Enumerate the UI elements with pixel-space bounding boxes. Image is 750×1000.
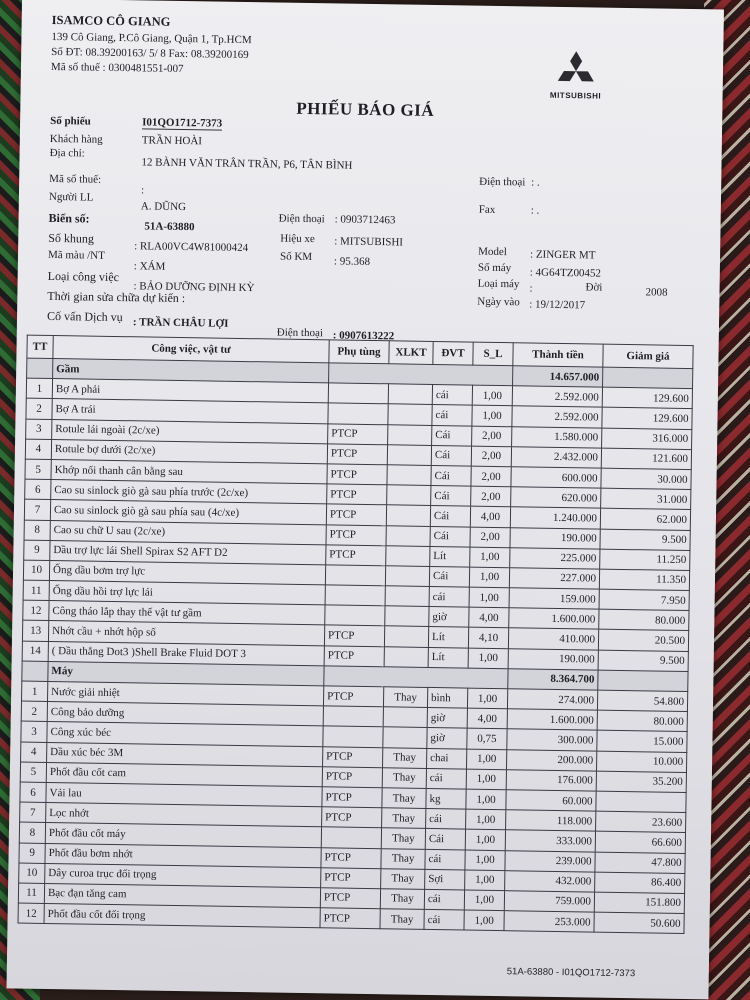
cell-tt: 12 bbox=[18, 903, 44, 924]
group-total: 8.364.700 bbox=[508, 669, 598, 691]
cell-dvt: Cái bbox=[425, 829, 465, 850]
dia-chi-label: Địa chỉ: bbox=[49, 146, 85, 160]
cell-xlkt bbox=[384, 646, 428, 667]
cell-tt: 4 bbox=[21, 742, 47, 763]
cell-giam-gia: 80.000 bbox=[599, 609, 689, 631]
cell-giam-gia: 7.950 bbox=[599, 589, 689, 611]
group-spacer bbox=[329, 363, 513, 386]
cell-thanh-tien: 159.000 bbox=[509, 588, 599, 610]
cell-phu-tung: PTCP bbox=[324, 645, 384, 666]
ma-so-thue-label: Mã số thuế: bbox=[49, 172, 102, 186]
cell-thanh-tien: 1.600.000 bbox=[507, 709, 597, 731]
cell-tt: 5 bbox=[25, 459, 51, 480]
cell-tt: 4 bbox=[25, 439, 51, 460]
cell-phu-tung: PTCP bbox=[326, 524, 386, 545]
group-name: Máy bbox=[48, 661, 324, 686]
cell-dvt: Cái bbox=[430, 526, 470, 547]
cell-cong-viec: Cao su chữ U sau (2c/xe) bbox=[50, 520, 326, 545]
cell-tt: 11 bbox=[18, 883, 44, 904]
cell-xlkt bbox=[388, 424, 432, 445]
cell-thanh-tien: 227.000 bbox=[509, 568, 599, 590]
doi-label: Đời bbox=[585, 281, 603, 294]
cell-phu-tung: PTCP bbox=[327, 484, 387, 505]
cell-phu-tung bbox=[328, 403, 388, 424]
cell-xlkt: Thay bbox=[382, 808, 426, 829]
cell-sl: 1,00 bbox=[466, 789, 506, 810]
cell-giam-gia: 47.800 bbox=[595, 852, 685, 874]
cell-dvt: bình bbox=[427, 687, 467, 708]
cell-xlkt bbox=[385, 586, 429, 607]
cell-tt: 3 bbox=[26, 419, 52, 440]
cell-thanh-tien: 600.000 bbox=[511, 467, 601, 489]
group-spacer bbox=[603, 367, 693, 389]
cell-giam-gia bbox=[596, 791, 686, 813]
col-header-xlkt: XLKT bbox=[389, 341, 433, 365]
cell-cong-viec: Ống dầu bơm trợ lực bbox=[49, 560, 325, 585]
dt-co-van-label: Điện thoại bbox=[276, 326, 324, 340]
cell-tt: 1 bbox=[26, 378, 52, 399]
cell-dvt: cái bbox=[425, 849, 465, 870]
mitsubishi-logo bbox=[540, 51, 611, 114]
cell-sl: 1,00 bbox=[465, 850, 505, 871]
cell-cong-viec: Rotule lái ngoài (2c/xe) bbox=[52, 419, 328, 444]
cell-thanh-tien: 190.000 bbox=[510, 527, 600, 549]
cell-giam-gia: 31.000 bbox=[601, 488, 691, 510]
khach-hang-value: TRẦN HOÀI bbox=[141, 134, 203, 148]
cell-tt: 12 bbox=[23, 600, 49, 621]
cell-dvt: cái bbox=[432, 385, 472, 406]
cell-giam-gia: 30.000 bbox=[601, 468, 691, 490]
cell-phu-tung: PTCP bbox=[320, 908, 380, 929]
dt-nguoi-ll-value: : 0903712463 bbox=[334, 213, 396, 227]
cell-dvt: Cái bbox=[431, 465, 471, 486]
cell-xlkt: Thay bbox=[383, 747, 427, 768]
company-phone: Số ĐT: 08.39200163/ 5/ 8 Fax: 08.39200169 bbox=[51, 45, 249, 62]
cell-phu-tung: PTCP bbox=[326, 545, 386, 566]
cell-cong-viec: Bợ A trái bbox=[52, 399, 328, 424]
cell-tt: 7 bbox=[20, 802, 46, 823]
cell-tt: 14 bbox=[22, 641, 48, 662]
so-phieu-value: I01QO1712-7373 bbox=[142, 116, 223, 130]
cell-phu-tung bbox=[321, 827, 381, 848]
bien-so-label: Biển số: bbox=[48, 210, 90, 226]
ma-mau-label: Mã màu /NT bbox=[47, 248, 105, 262]
group-name: Gầm bbox=[53, 359, 329, 384]
cell-phu-tung: PTCP bbox=[321, 867, 381, 888]
cell-phu-tung: PTCP bbox=[321, 847, 381, 868]
cell-phu-tung: PTCP bbox=[320, 888, 380, 909]
cell-thanh-tien: 225.000 bbox=[510, 547, 600, 569]
cell-cong-viec: Rotule bợ dưới (2c/xe) bbox=[51, 439, 327, 464]
cell-phu-tung bbox=[325, 605, 385, 626]
cell-dvt: Cái bbox=[430, 506, 470, 527]
cell-xlkt bbox=[385, 606, 429, 627]
cell-phu-tung: PTCP bbox=[327, 464, 387, 485]
cell-thanh-tien: 239.000 bbox=[505, 850, 595, 872]
cell-sl: 0,75 bbox=[467, 728, 507, 749]
cell-sl: 4,00 bbox=[467, 708, 507, 729]
cell-sl: 4,10 bbox=[468, 628, 508, 649]
cell-tt: 9 bbox=[24, 540, 50, 561]
cell-giam-gia: 10.000 bbox=[596, 751, 686, 773]
group-spacer bbox=[27, 358, 53, 379]
cell-thanh-tien: 333.000 bbox=[505, 830, 595, 852]
so-phieu-label: Số phiếu bbox=[50, 114, 91, 128]
cell-xlkt: Thay bbox=[381, 828, 425, 849]
cell-tt: 6 bbox=[20, 782, 46, 803]
cell-giam-gia: 129.600 bbox=[602, 408, 692, 430]
cell-dvt: cái bbox=[432, 405, 472, 426]
cell-giam-gia: 54.800 bbox=[597, 690, 687, 712]
cell-xlkt: Thay bbox=[382, 788, 426, 809]
cell-cong-viec: Ống dầu hồi trợ lực lái bbox=[49, 581, 325, 606]
cell-cong-viec: Dầu trợ lực lái Shell Spirax S2 AFT D2 bbox=[50, 540, 326, 565]
nguoi-ll-value: A. DŨNG bbox=[140, 200, 187, 214]
cell-tt: 5 bbox=[20, 762, 46, 783]
cell-thanh-tien: 620.000 bbox=[511, 487, 601, 509]
cell-dvt: cái bbox=[426, 768, 466, 789]
cell-sl: 1,00 bbox=[466, 769, 506, 790]
cell-dvt: giờ bbox=[427, 708, 467, 729]
cell-phu-tung bbox=[325, 565, 385, 586]
cell-thanh-tien: 432.000 bbox=[505, 870, 595, 892]
cell-xlkt bbox=[383, 707, 427, 728]
cell-sl: 2,00 bbox=[472, 426, 512, 447]
company-address: 139 Cô Giang, P.Cô Giang, Quận 1, Tp.HCM bbox=[51, 30, 252, 47]
loai-cong-viec-value: : BẢO DƯỠNG ĐỊNH KỲ bbox=[133, 280, 255, 295]
cell-dvt: Cái bbox=[431, 445, 471, 466]
dt-nguoi-ll-label: Điện thoại bbox=[278, 212, 325, 226]
cell-thanh-tien: 1.240.000 bbox=[510, 507, 600, 529]
cell-phu-tung: PTCP bbox=[322, 767, 382, 788]
company-tax: Mã số thuế : 0300481551-007 bbox=[50, 60, 184, 76]
cell-cong-viec: Dầu xúc béc 3M bbox=[47, 742, 323, 767]
group-spacer bbox=[324, 666, 508, 689]
cell-giam-gia: 15.000 bbox=[597, 730, 687, 752]
cell-thanh-tien: 176.000 bbox=[506, 769, 596, 791]
cell-giam-gia: 23.600 bbox=[596, 811, 686, 833]
cell-cong-viec: Cao su sinlock giò gà sau phía trước (2c/xe) bbox=[51, 480, 327, 505]
so-km-value: : 95.368 bbox=[333, 255, 371, 268]
cell-cong-viec: Bợ A phải bbox=[52, 379, 328, 404]
col-header-dvt: ĐVT bbox=[433, 341, 473, 365]
cell-giam-gia: 50.600 bbox=[594, 912, 684, 934]
cell-dvt: kg bbox=[426, 788, 466, 809]
cell-sl: 1,00 bbox=[465, 870, 505, 891]
cell-cong-viec: Vải lau bbox=[46, 782, 322, 807]
cell-sl: 4,00 bbox=[470, 506, 510, 527]
cell-dvt: cái bbox=[429, 587, 469, 608]
cell-phu-tung: PTCP bbox=[323, 686, 383, 707]
cell-tt: 8 bbox=[24, 520, 50, 541]
fax-label: Fax bbox=[478, 203, 496, 216]
cell-cong-viec: Lọc nhớt bbox=[46, 803, 322, 828]
footer-reference: 51A-63880 - I01QO1712-7373 bbox=[506, 966, 636, 980]
cell-xlkt bbox=[388, 384, 432, 405]
group-spacer bbox=[22, 661, 48, 682]
cell-giam-gia: 35.200 bbox=[596, 771, 686, 793]
three-diamonds-icon bbox=[554, 51, 599, 92]
loai-may-label: Loại máy bbox=[477, 277, 520, 291]
cell-giam-gia: 80.000 bbox=[597, 710, 687, 732]
cell-phu-tung: PTCP bbox=[324, 625, 384, 646]
quotation-sheet bbox=[6, 0, 723, 999]
col-header-cong-viec: Công việc, vật tư bbox=[53, 336, 329, 363]
cell-phu-tung: PTCP bbox=[322, 787, 382, 808]
cell-tt: 13 bbox=[22, 621, 48, 642]
cell-xlkt bbox=[386, 505, 430, 526]
cell-giam-gia: 11.250 bbox=[600, 549, 690, 571]
cell-tt: 2 bbox=[21, 701, 47, 722]
ngay-vao-label: Ngày vào bbox=[477, 295, 520, 309]
cell-dvt: Cái bbox=[432, 425, 472, 446]
logo-text: MITSUBISHI bbox=[549, 90, 602, 101]
cell-cong-viec: Công bảo dưỡng bbox=[47, 702, 323, 727]
cell-xlkt bbox=[385, 566, 429, 587]
cell-cong-viec: Phốt đầu cốt máy bbox=[45, 823, 321, 848]
model-value: : ZINGER MT bbox=[529, 248, 596, 262]
cell-dvt: giờ bbox=[427, 728, 467, 749]
cell-thanh-tien: 200.000 bbox=[506, 749, 596, 771]
cell-thanh-tien: 1.600.000 bbox=[509, 608, 599, 630]
cell-tt: 10 bbox=[23, 560, 49, 581]
cell-giam-gia: 11.350 bbox=[599, 569, 689, 591]
cell-giam-gia: 129.600 bbox=[602, 387, 692, 409]
thoi-gian-label: Thời gian sửa chữa dự kiến : bbox=[47, 288, 186, 306]
cell-giam-gia: 9.500 bbox=[600, 529, 690, 551]
cell-sl: 1,00 bbox=[469, 567, 509, 588]
cell-tt: 9 bbox=[19, 843, 45, 864]
dia-chi-value: 12 BÀNH VĂN TRÂN TRẦN, P6, TÂN BÌNH bbox=[141, 156, 353, 172]
cell-cong-viec: Phốt đầu bơm nhớt bbox=[45, 843, 321, 868]
dien-thoai-kh-label: Điện thoại bbox=[479, 175, 526, 189]
cell-phu-tung bbox=[328, 383, 388, 404]
cell-thanh-tien: 2.592.000 bbox=[512, 386, 602, 408]
khach-hang-label: Khách hàng bbox=[49, 132, 103, 146]
cell-sl: 1,00 bbox=[465, 829, 505, 850]
cell-sl: 2,00 bbox=[471, 446, 511, 467]
cell-dvt: Lít bbox=[430, 546, 470, 567]
cell-giam-gia: 62.000 bbox=[600, 508, 690, 530]
so-km-label: Số KM bbox=[279, 250, 313, 264]
cell-xlkt bbox=[387, 465, 431, 486]
cell-cong-viec: Phốt đầu cốt đối trọng bbox=[44, 904, 320, 929]
cell-cong-viec: Công tháo lắp thay thế vật tư gầm bbox=[49, 601, 325, 626]
cell-cong-viec: Nhớt cầu + nhớt hộp số bbox=[48, 621, 324, 646]
co-van-label: Cố vấn Dịch vụ bbox=[46, 308, 123, 325]
cell-dvt: Lít bbox=[428, 647, 468, 668]
col-header-sl: S_L bbox=[473, 342, 513, 366]
loai-cong-viec-label: Loại công việc bbox=[47, 268, 120, 285]
cell-phu-tung bbox=[323, 726, 383, 747]
ngay-vao-value: : 19/12/2017 bbox=[529, 298, 586, 312]
cell-xlkt: Thay bbox=[381, 868, 425, 889]
group-spacer bbox=[598, 670, 688, 692]
cell-phu-tung: PTCP bbox=[328, 423, 388, 444]
so-khung-label: Số khung bbox=[48, 230, 95, 246]
cell-phu-tung: PTCP bbox=[327, 444, 387, 465]
cell-thanh-tien: 118.000 bbox=[506, 810, 596, 832]
cell-giam-gia: 86.400 bbox=[595, 872, 685, 894]
cell-sl: 1,00 bbox=[464, 890, 504, 911]
cell-sl: 4,00 bbox=[469, 607, 509, 628]
cell-xlkt bbox=[387, 485, 431, 506]
cell-cong-viec: Nước giải nhiệt bbox=[48, 681, 324, 706]
model-label: Model bbox=[478, 245, 507, 259]
ma-mau-value: : XÁM bbox=[133, 260, 166, 273]
cell-dvt: Lít bbox=[428, 627, 468, 648]
fax-value: : . bbox=[530, 204, 540, 217]
col-header-thanh-tien: Thành tiền bbox=[513, 343, 603, 367]
cell-dvt: cái bbox=[426, 809, 466, 830]
co-van-value: : TRẦN CHÂU LỢI bbox=[132, 316, 229, 330]
cell-tt: 2 bbox=[26, 398, 52, 419]
cell-phu-tung: PTCP bbox=[323, 746, 383, 767]
cell-giam-gia: 66.600 bbox=[595, 831, 685, 853]
col-header-giam-gia: Giảm giá bbox=[603, 344, 693, 368]
cell-tt: 7 bbox=[24, 499, 50, 520]
document-title: PHIẾU BÁO GIÁ bbox=[296, 98, 435, 120]
cell-sl: 1,00 bbox=[466, 809, 506, 830]
cell-giam-gia: 20.500 bbox=[598, 630, 688, 652]
group-total: 14.657.000 bbox=[513, 366, 603, 388]
cell-sl: 1,00 bbox=[469, 587, 509, 608]
cell-dvt: Sợi bbox=[425, 869, 465, 890]
quotation-table bbox=[18, 335, 694, 935]
cell-sl: 1,00 bbox=[472, 405, 512, 426]
ma-so-thue-value: : bbox=[140, 184, 145, 197]
cell-sl: 2,00 bbox=[471, 486, 511, 507]
cell-thanh-tien: 759.000 bbox=[504, 891, 594, 913]
cell-phu-tung: PTCP bbox=[326, 504, 386, 525]
cell-thanh-tien: 190.000 bbox=[508, 648, 598, 670]
cell-thanh-tien: 1.580.000 bbox=[512, 426, 602, 448]
company-name: ISAMCO CÔ GIANG bbox=[51, 12, 171, 29]
cell-sl: 1,00 bbox=[464, 910, 504, 931]
hieu-xe-value: : MITSUBISHI bbox=[334, 235, 404, 249]
cell-thanh-tien: 274.000 bbox=[507, 689, 597, 711]
cell-thanh-tien: 410.000 bbox=[508, 628, 598, 650]
cell-sl: 2,00 bbox=[470, 527, 510, 548]
cell-phu-tung: PTCP bbox=[322, 807, 382, 828]
cell-cong-viec: Bạc đạn tăng cam bbox=[44, 883, 320, 908]
cell-thanh-tien: 60.000 bbox=[506, 790, 596, 812]
cell-phu-tung bbox=[325, 585, 385, 606]
cell-xlkt bbox=[386, 545, 430, 566]
cell-cong-viec: Phốt đầu cốt cam bbox=[46, 762, 322, 787]
cell-thanh-tien: 253.000 bbox=[504, 911, 594, 933]
dt-co-van-value: : 0907613222 bbox=[332, 329, 395, 343]
col-header-phu-tung: Phụ tùng bbox=[329, 340, 389, 364]
cell-tt: 11 bbox=[23, 580, 49, 601]
cell-xlkt bbox=[383, 727, 427, 748]
bien-so-value: 51A-63880 bbox=[144, 220, 195, 234]
cell-cong-viec: Khớp nối thanh cân bằng sau bbox=[51, 459, 327, 484]
cell-tt: 1 bbox=[22, 681, 48, 702]
cell-dvt: cái bbox=[424, 909, 464, 930]
cell-giam-gia: 9.500 bbox=[598, 650, 688, 672]
cell-dvt: Cái bbox=[429, 566, 469, 587]
cell-sl: 1,00 bbox=[466, 749, 506, 770]
cell-xlkt: Thay bbox=[383, 687, 427, 708]
nguoi-ll-label: Người LL bbox=[48, 190, 94, 204]
cell-xlkt bbox=[387, 445, 431, 466]
cell-tt: 8 bbox=[19, 822, 45, 843]
cell-xlkt bbox=[384, 626, 428, 647]
dien-thoai-kh-value: : . bbox=[531, 176, 540, 189]
cell-sl: 1,00 bbox=[470, 547, 510, 568]
cell-sl: 1,00 bbox=[467, 688, 507, 709]
cell-thanh-tien: 300.000 bbox=[507, 729, 597, 751]
cell-cong-viec: Cao su sinlock giò gà sau phía sau (4c/xe) bbox=[50, 500, 326, 525]
cell-giam-gia: 316.000 bbox=[602, 428, 692, 450]
cell-dvt: cái bbox=[424, 889, 464, 910]
so-khung-value: : RLA00VC4W81000424 bbox=[134, 240, 249, 255]
cell-cong-viec: Công xúc béc bbox=[47, 722, 323, 747]
loai-may-value: : bbox=[529, 282, 533, 295]
cell-tt: 3 bbox=[21, 721, 47, 742]
cell-phu-tung bbox=[323, 706, 383, 727]
cell-giam-gia: 151.800 bbox=[594, 892, 684, 914]
cell-sl: 1,00 bbox=[472, 385, 512, 406]
cell-sl: 1,00 bbox=[468, 648, 508, 669]
cell-xlkt: Thay bbox=[380, 909, 424, 930]
so-may-label: Số máy bbox=[477, 261, 512, 275]
hieu-xe-label: Hiệu xe bbox=[280, 232, 315, 246]
cell-xlkt: Thay bbox=[380, 889, 424, 910]
col-header-tt: TT bbox=[27, 335, 53, 358]
cell-cong-viec: ( Dầu thắng Dot3 )Shell Brake Fluid DOT 3 bbox=[48, 641, 324, 666]
cell-xlkt bbox=[388, 404, 432, 425]
cell-sl: 2,00 bbox=[471, 466, 511, 487]
cell-giam-gia: 121.600 bbox=[601, 448, 691, 470]
cell-tt: 6 bbox=[25, 479, 51, 500]
doi-value: 2008 bbox=[645, 286, 668, 299]
cell-dvt: Cái bbox=[431, 486, 471, 507]
cell-tt: 10 bbox=[19, 863, 45, 884]
cell-thanh-tien: 2.592.000 bbox=[512, 406, 602, 428]
cell-cong-viec: Dây curoa trục đối trọng bbox=[45, 863, 321, 888]
cell-xlkt: Thay bbox=[382, 767, 426, 788]
cell-xlkt bbox=[386, 525, 430, 546]
so-may-value: : 4G64TZ00452 bbox=[529, 266, 602, 280]
cell-xlkt: Thay bbox=[381, 848, 425, 869]
cell-dvt: chai bbox=[427, 748, 467, 769]
cell-thanh-tien: 2.432.000 bbox=[511, 446, 601, 468]
cell-dvt: giờ bbox=[429, 607, 469, 628]
